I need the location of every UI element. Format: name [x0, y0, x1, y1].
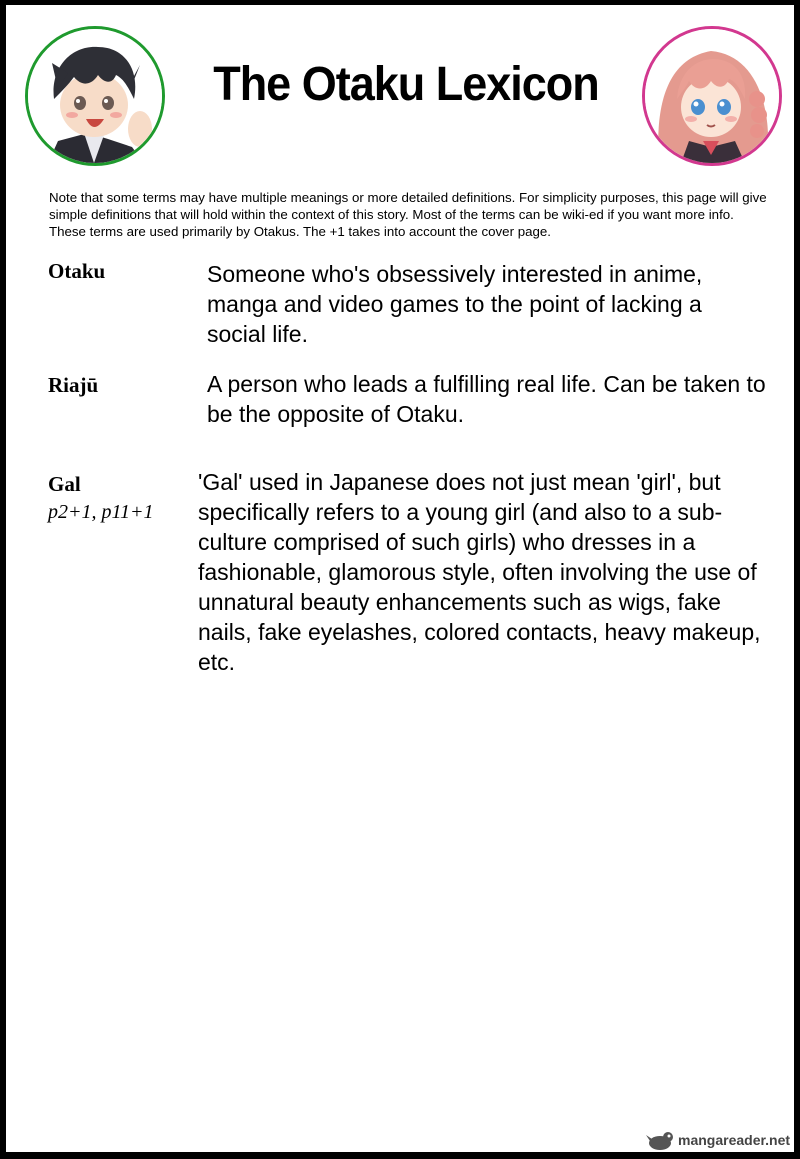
term-gal-page-ref: p2+1, p11+1 — [48, 501, 154, 523]
mascot-logo-icon — [646, 1129, 676, 1151]
watermark-text: mangareader.net — [678, 1132, 791, 1148]
page-title: The Otaku Lexicon — [213, 55, 599, 112]
boy-character-avatar — [25, 26, 165, 166]
definition-otaku: Someone who's obsessively interested in anime, manga and video games to the point of lacking a social life. — [207, 261, 703, 347]
girl-character-icon — [645, 29, 779, 163]
definition-riaju: A person who leads a fulfilling real life. Can be taken to be the opposite of Otaku. — [207, 371, 766, 427]
term-gal: Gal — [48, 472, 81, 496]
site-watermark — [646, 1127, 790, 1153]
term-riaju: Riajū — [48, 373, 99, 397]
girl-character-avatar — [642, 26, 782, 166]
boy-character-icon — [28, 29, 162, 163]
intro-note: Note that some terms may have multiple meanings or more detailed definitions. For simplicity purposes, this page will give simple definitions that will hold within the context of this story. Most of the terms can be wiki-ed if you want more info. These terms are used primarily by Otakus. The +1 takes into account the cover page. — [49, 190, 767, 239]
definition-gal: 'Gal' used in Japanese does not just mean 'girl', but specifically refers to a young girl (and also to a sub-culture comprised of such girls) who dresses in a fashionable, glamorous style, often involving the use of unnatural beauty enhancements such as wigs, fake nails, fake eyelashes, colored contacts, heavy makeup, etc. — [198, 469, 761, 675]
term-otaku: Otaku — [48, 259, 106, 283]
